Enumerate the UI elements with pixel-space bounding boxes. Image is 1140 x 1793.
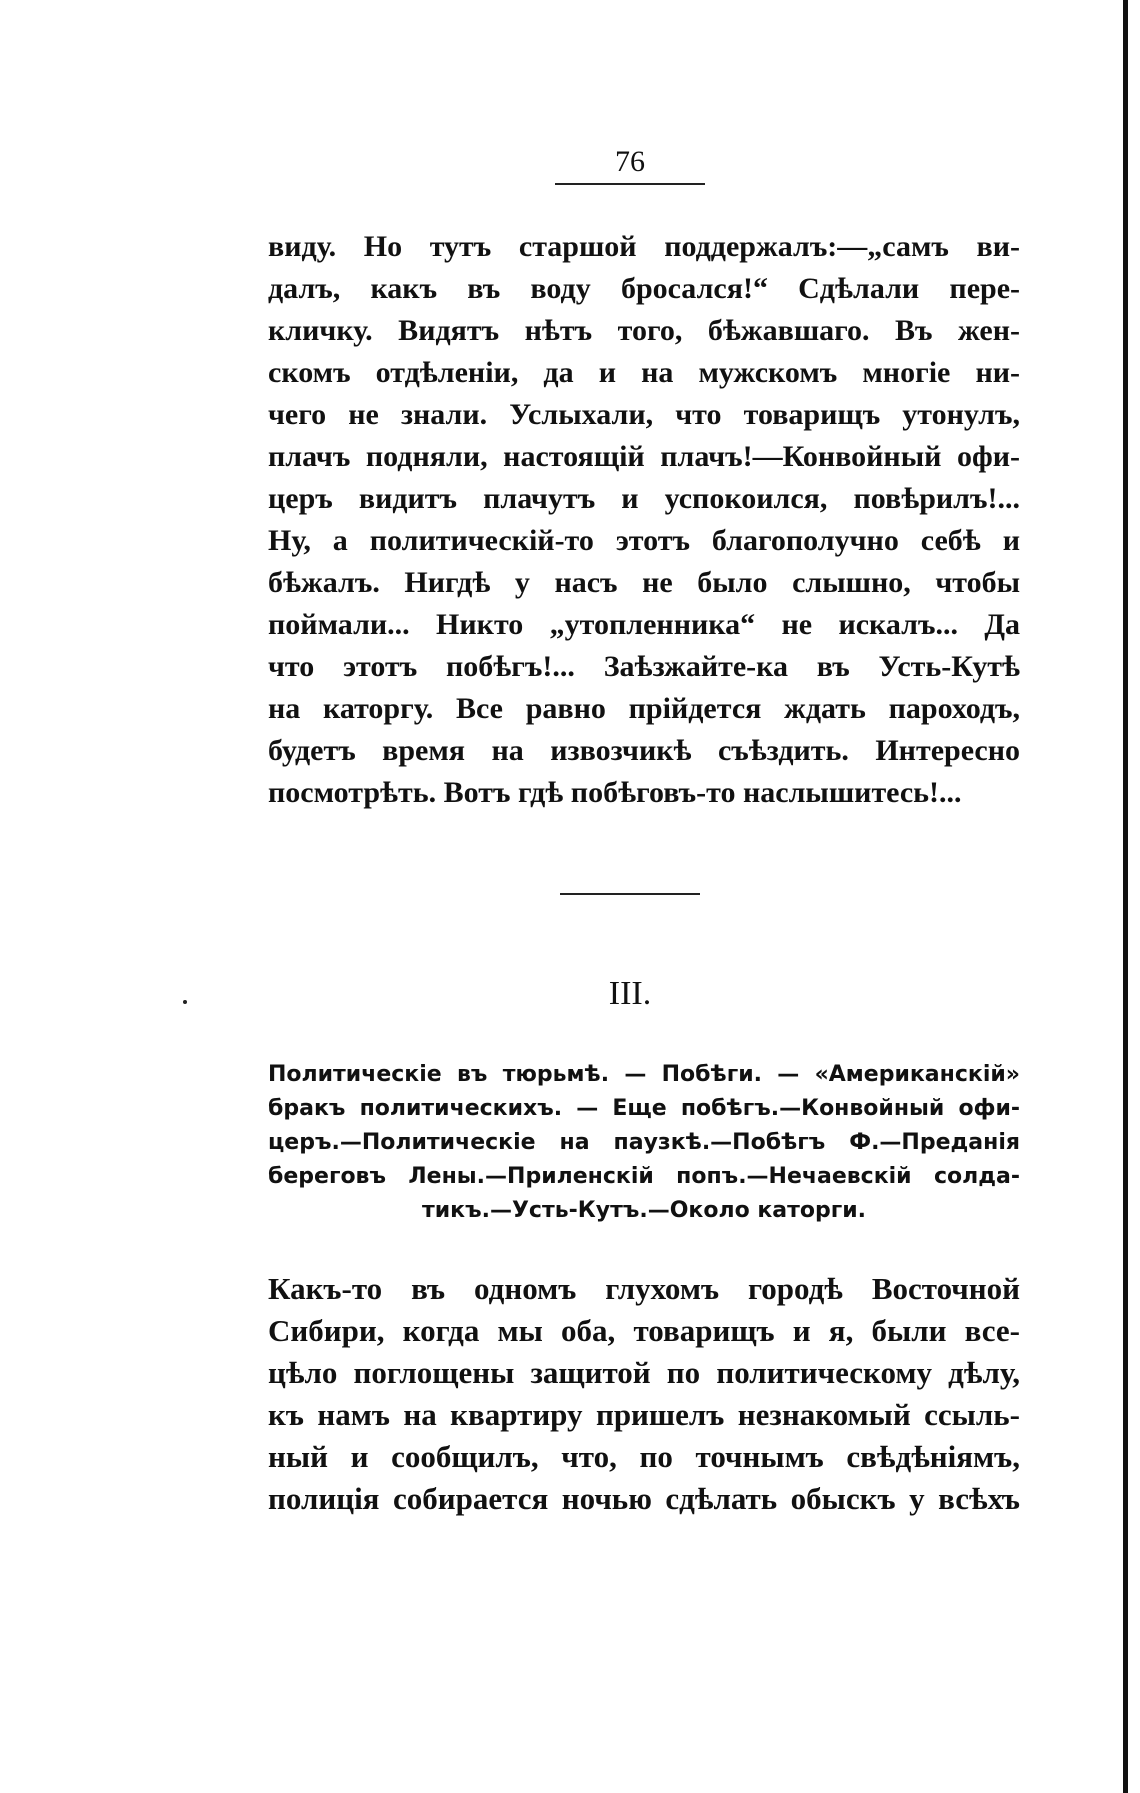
text-line: къ намъ на квартиру пришелъ незнакомый ссыль- [268, 1397, 1020, 1432]
text-line: виду. Но тутъ старшой поддержалъ:—„самъ ви- [268, 230, 1020, 263]
page-edge-rule [1123, 0, 1128, 1793]
summary-line: Политическіе въ тюрьмѣ. — Побѣги. — «Американскій» [268, 1062, 1020, 1087]
text-line: поймали... Никто „утопленника“ не искалъ... Да [268, 608, 1020, 641]
text-line: ный и сообщилъ, что, по точнымъ свѣдѣніямъ, [268, 1439, 1020, 1474]
text-line: Сибири, когда мы оба, товарищъ и я, были все- [268, 1313, 1020, 1348]
text-line: что этотъ побѣгъ!... Заѣзжайте-ка въ Усть-Кутѣ [268, 650, 1020, 683]
text-line: далъ, какъ въ воду бросался!“ Сдѣлали пере- [268, 272, 1020, 305]
summary-line: церъ.—Политическіе на паузкѣ.—Побѣгъ Ф.—Преданія [268, 1130, 1020, 1155]
text-line: скомъ отдѣленіи, да и на мужскомъ многіе ни- [268, 356, 1020, 389]
paragraph-continued [268, 226, 1020, 814]
summary-line: береговъ Лены.—Приленскій попъ.—Нечаевскій солда- [268, 1164, 1020, 1189]
chapter-summary [268, 1058, 1020, 1228]
page-number: 76 [615, 145, 645, 178]
text-line: плачъ подняли, настоящій плачъ!—Конвойный офи- [268, 440, 1020, 473]
header-rule [555, 183, 705, 185]
summary-line: бракъ политическихъ. — Еще побѣгъ.—Конвойный офи- [268, 1096, 1020, 1121]
text-line: бѣжалъ. Нигдѣ у насъ не было слышно, чтобы [268, 566, 1020, 599]
text-line: чего не знали. Услыхали, что товарищъ утонулъ, [268, 398, 1020, 431]
section-divider [560, 893, 700, 895]
text-line: кличку. Видятъ нѣтъ того, бѣжавшаго. Въ жен- [268, 314, 1020, 347]
text-line: будетъ время на извозчикѣ съѣздить. Интересно [268, 734, 1020, 767]
text-line: на каторгу. Все равно прійдется ждать пароходъ, [268, 692, 1020, 725]
chapter-heading: III. [608, 975, 652, 1012]
summary-line: тикъ.—Усть-Кутъ.—Около каторги. [421, 1198, 867, 1223]
text-line: Какъ-то въ одномъ глухомъ городѣ Восточной [268, 1271, 1020, 1306]
text-line: Ну, а политическій-то этотъ благополучно себѣ и [268, 524, 1020, 557]
text-line: церъ видитъ плачутъ и успокоился, повѣрилъ!... [268, 482, 1020, 515]
text-line: цѣло поглощены защитой по политическому дѣлу, [268, 1355, 1020, 1390]
text-line: полиція собирается ночью сдѣлать обыскъ у всѣхъ [268, 1481, 1020, 1516]
ink-speck [183, 1000, 187, 1004]
text-line: посмотрѣть. Вотъ гдѣ побѣговъ-то наслышитесь!... [268, 776, 962, 809]
chapter-opening-paragraph [268, 1268, 1020, 1520]
